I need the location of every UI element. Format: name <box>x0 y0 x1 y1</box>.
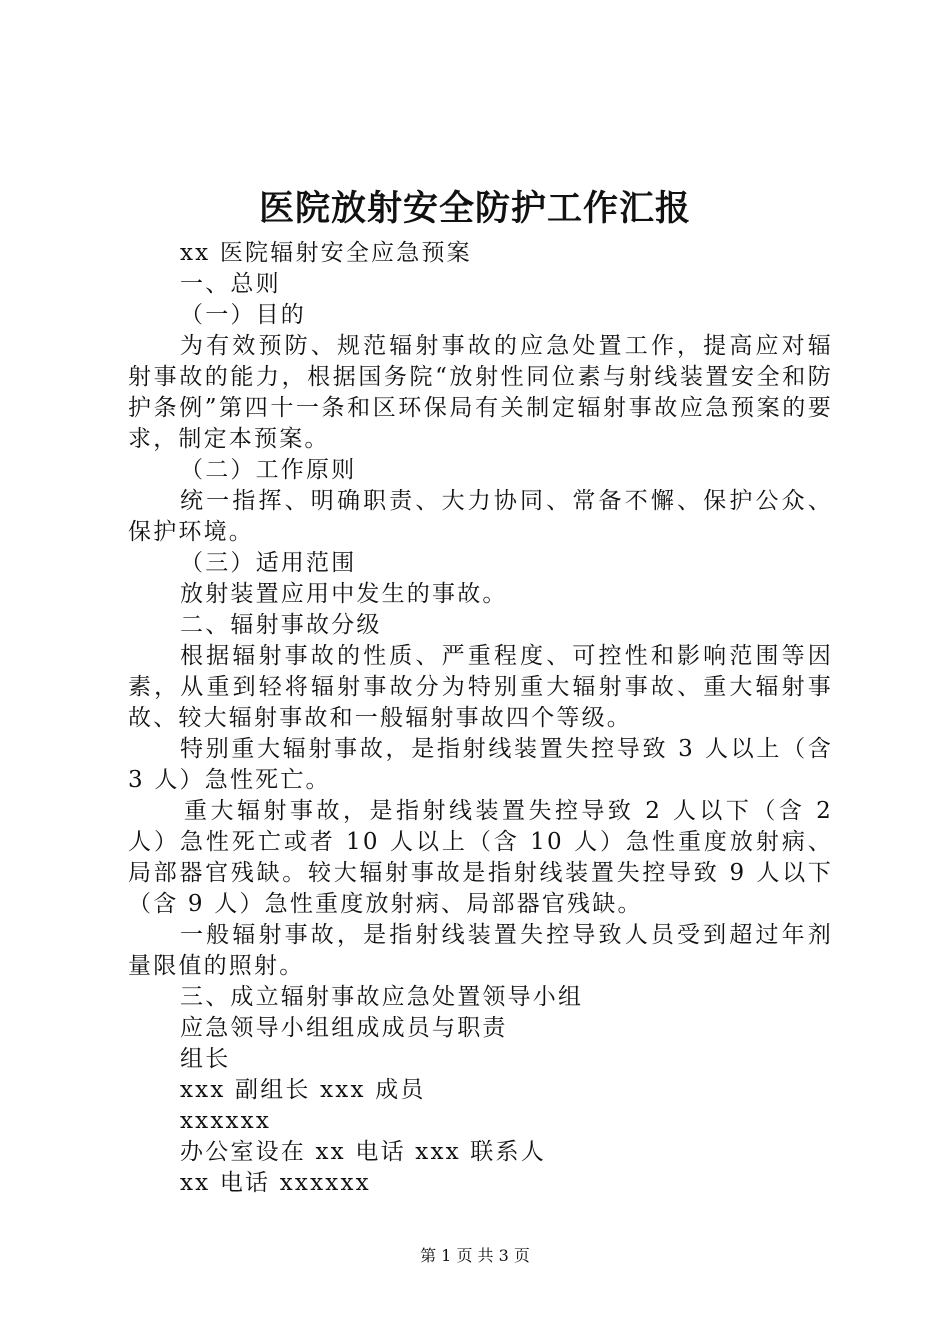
paragraph: 特别重大辐射事故，是指射线装置失控导致 3 人以上（含 3 人）急性死亡。 <box>128 736 833 793</box>
paragraph: xxx 副组长 xxx 成员 <box>180 1077 426 1103</box>
paragraph: 一、总则 <box>180 271 281 297</box>
paragraph: 二、辐射事故分级 <box>180 612 382 638</box>
paragraph: 统一指挥、明确职责、大力协同、常备不懈、保护公众、保护环境。 <box>128 488 833 545</box>
paragraph: 放射装置应用中发生的事故。 <box>180 581 508 607</box>
paragraph: xxxxxx <box>180 1108 272 1134</box>
paragraph: 一般辐射事故，是指射线装置失控导致人员受到超过年剂量限值的照射。 <box>128 922 833 979</box>
paragraph: 办公室设在 xx 电话 xxx 联系人 <box>180 1139 546 1165</box>
paragraph: 应急领导小组组成成员与职责 <box>180 1015 508 1041</box>
paragraph: 组长 <box>180 1046 231 1072</box>
paragraph: 重大辐射事故，是指射线装置失控导致 2 人以下（含 2 人）急性死亡或者 10 人以上（含 10 人）急性重度放射病、局部器官残缺。较大辐射事故是指射线装置失控导致 9 人以下（含 9 人）急性重度放射病、局部器官残缺。 <box>128 798 833 917</box>
page-footer: 第 1 页 共 3 页 <box>420 1246 530 1265</box>
paragraph: xx 电话 xxxxxx <box>180 1170 371 1196</box>
paragraph: 三、成立辐射事故应急处置领导小组 <box>180 984 584 1010</box>
paragraph: 根据辐射事故的性质、严重程度、可控性和影响范围等因素，从重到轻将辐射事故分为特别重大辐射事故、重大辐射事故、较大辐射事故和一般辐射事故四个等级。 <box>128 643 833 731</box>
paragraph: （一）目的 <box>180 302 306 328</box>
paragraph: 为有效预防、规范辐射事故的应急处置工作，提高应对辐射事故的能力，根据国务院“放射性同位素与射线装置安全和防护条例”第四十一条和区环保局有关制定辐射事故应急预案的要求，制定本预案。 <box>128 333 833 452</box>
document-title: 医院放射安全防护工作汇报 <box>258 188 691 229</box>
document-body <box>128 238 833 1199</box>
paragraph: xx 医院辐射安全应急预案 <box>180 240 472 266</box>
paragraph: （三）适用范围 <box>180 550 357 576</box>
paragraph: （二）工作原则 <box>180 457 357 483</box>
